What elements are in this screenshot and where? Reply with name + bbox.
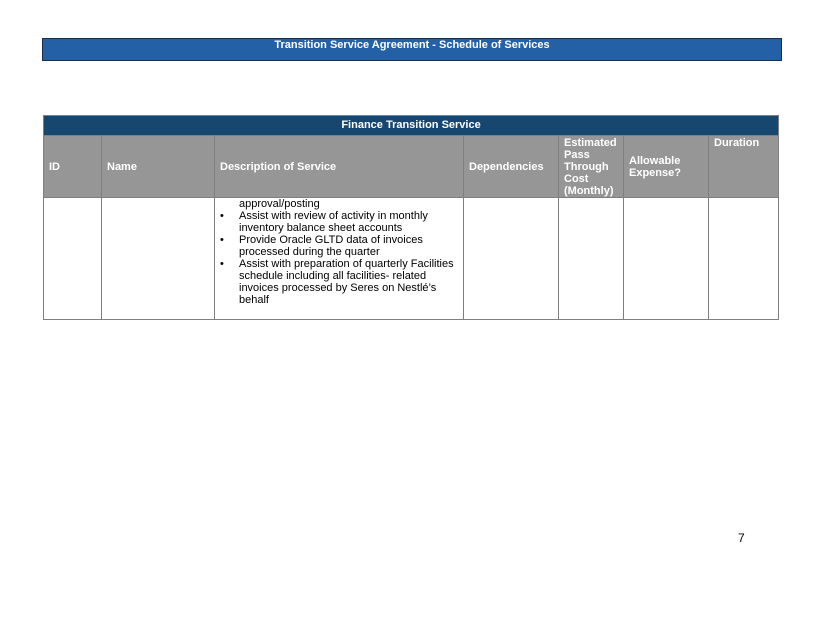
description-bullet: • Provide Oracle GLTD data of invoices processed during the quarter [215, 234, 463, 258]
column-header-cost-line: Estimated [564, 137, 617, 149]
column-header-cost-line: Pass [564, 149, 590, 161]
column-header-duration-label: Duration [714, 137, 760, 149]
cell-description [215, 198, 464, 320]
table-row [44, 198, 779, 320]
description-bullet: • Assist with review of activity in monthly inventory balance sheet accounts [215, 210, 463, 234]
cell-allowable [624, 198, 709, 320]
column-header-cost-line: Cost [564, 173, 589, 185]
column-header-allowable-line: Allowable [629, 154, 681, 167]
cell-dependencies [464, 198, 559, 320]
cell-name [102, 198, 215, 320]
column-header-allowable-line: Expense? [629, 166, 681, 179]
column-header-description [215, 136, 464, 198]
column-header-id [44, 136, 102, 198]
page-number: 7 [738, 531, 745, 545]
column-header-duration [709, 136, 779, 198]
column-header-allowable [624, 136, 709, 198]
column-header-cost-line: Through [564, 161, 609, 173]
column-header-dependencies [464, 136, 559, 198]
column-header-name-label: Name [107, 160, 137, 173]
column-header-name [102, 136, 215, 198]
column-header-description-label: Description of Service [220, 160, 337, 173]
banner-title: Transition Service Agreement - Schedule of Services [274, 39, 550, 51]
column-header-cost-line: (Monthly) [564, 185, 614, 197]
description-bullet: • Assist with preparation of quarterly Facilities schedule including all facilities- related invoices processed by Seres on Nestlé’s behalf [215, 258, 463, 306]
table-header-row [44, 136, 779, 198]
document-banner [42, 38, 782, 61]
column-header-cost [559, 136, 624, 198]
table-title: Finance Transition Service [44, 116, 779, 136]
column-header-dependencies-label: Dependencies [469, 160, 544, 173]
cell-duration [709, 198, 779, 320]
description-lead-text: approval/posting [239, 198, 320, 210]
description-bullet-list [215, 210, 463, 306]
column-header-id-label: ID [49, 160, 60, 173]
cell-id [44, 198, 102, 320]
table-title-row [44, 116, 779, 136]
cell-cost [559, 198, 624, 320]
services-table [43, 115, 779, 320]
